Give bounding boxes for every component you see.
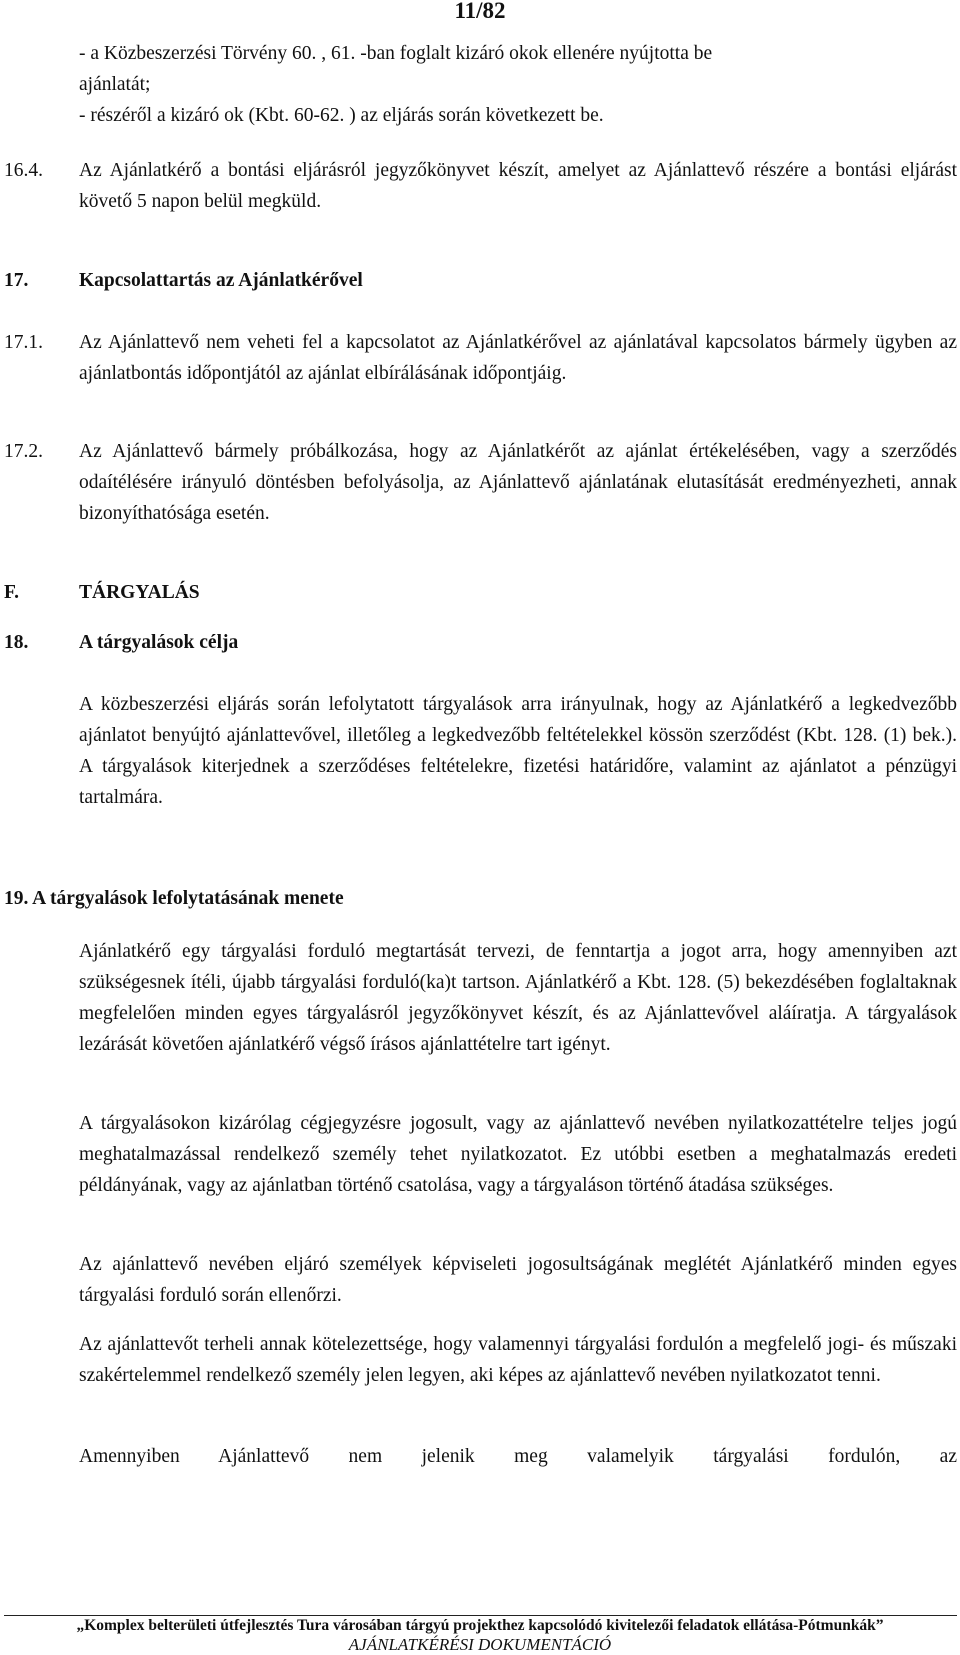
paragraph-19-2: A tárgyalásokon kizárólag cégjegyzésre jogosult, vagy az ajánlattevő nevében nyilatkozattételre teljes jogú meghatalmazással rendelkező személy tehet nyilatkozatot. Ez utóbbi esetben a meghatalmazás eredeti példányának, vagy az ajánlatban történő csatolása, vagy a tárgyaláson történő átadása szükséges. [79, 1113, 957, 1196]
footer-document-title: AJÁNLATKÉRÉSI DOKUMENTÁCIÓ [348, 1635, 612, 1654]
intro-line: - részéről a kizáró ok (Kbt. 60-62. ) az eljárás során következett be. [79, 105, 604, 126]
section-number-17: 17. [4, 270, 29, 291]
paragraph-19-5: Amennyiben Ajánlattevő nem jelenik meg valamelyik tárgyalási fordulón, az [79, 1446, 957, 1467]
intro-line: - a Közbeszerzési Törvény 60. , 61. -ban foglalt kizáró okok ellenére nyújtotta be [79, 43, 713, 64]
section-title-17: Kapcsolattartás az Ajánlatkérővel [79, 270, 363, 291]
paragraph-17-1: Az Ajánlattevő nem veheti fel a kapcsolatot az Ajánlatkérővel az ajánlatával kapcsolatos bármely ügyben az ajánlatbontás időpontjától az ajánlat elbírálásának időpontjáig. [79, 332, 957, 384]
paragraph-19-1: Ajánlatkérő egy tárgyalási forduló megtartását tervezi, de fenntartja a jogot arra, hogy amennyiben azt szükségesnek ítéli, újabb tárgyalási forduló(ka)t tartson. Ajánlatkérő a Kbt. 128. (5) bekezdésében foglaltaknak megfelelően minden egyes tárgyalásról jegyzőkönyvet készít, és az Ajánlattevővel aláíratja. A tárgyalások lezárását követően ajánlatkérő végső írásos ajánlattételre tart igényt. [79, 941, 957, 1055]
paragraph-19-3: Az ajánlattevő nevében eljáró személyek képviseleti jogosultságának meglétét Ajánlatkérő minden egyes tárgyalási forduló során ellenőrzi. [79, 1254, 957, 1306]
paragraph-18: A közbeszerzési eljárás során lefolytatott tárgyalások arra irányulnak, hogy az Ajánlatkérő a legkedvezőbb ajánlatot benyújtó ajánlattevővel, illetőleg a legkedvezőbb feltételekkel kössön szerződést (Kbt. 128. (1) bek.). A tárgyalások kiterjednek a szerződéses feltételekre, fizetési határidőre, valamint az ajánlatot a pénzügyi tartalmára. [79, 694, 957, 808]
section-title-18: A tárgyalások célja [79, 632, 239, 653]
section-title-f: TÁRGYALÁS [79, 582, 200, 603]
section-number-16-4: 16.4. [4, 160, 43, 181]
page-number: 11/82 [454, 0, 506, 23]
footer-project-title: „Komplex belterületi útfejlesztés Tura városában tárgyú projekthez kapcsolódó kivitelezői feladatok ellátása-Pótmunkák” [76, 1617, 884, 1634]
paragraph-16-4: Az Ajánlatkérő a bontási eljárásról jegyzőkönyvet készít, amelyet az Ajánlattevő részére a bontási eljárást követő 5 napon belül megküld. [79, 160, 957, 212]
paragraph-17-2: Az Ajánlattevő bármely próbálkozása, hogy az Ajánlatkérőt az ajánlat értékelésében, vagy a szerződés odaítélésére irányuló döntésben befolyásolja, az Ajánlattevő ajánlatának elutasítását eredményezheti, annak bizonyíthatósága esetén. [79, 441, 957, 524]
section-number-f: F. [4, 582, 19, 603]
section-number-18: 18. [4, 632, 29, 653]
section-number-17-2: 17.2. [4, 441, 43, 462]
paragraph-19-4: Az ajánlattevőt terheli annak kötelezettsége, hogy valamennyi tárgyalási fordulón a megfelelő jogi- és műszaki szakértelemmel rendelkező személy jelen legyen, aki képes az ajánlattevő nevében nyilatkozatot tenni. [79, 1334, 957, 1386]
intro-line: ajánlatát; [79, 74, 151, 95]
intro-list [79, 38, 957, 131]
section-number-17-1: 17.1. [4, 332, 43, 353]
section-title-19: 19. A tárgyalások lefolytatásának menete [4, 888, 344, 909]
